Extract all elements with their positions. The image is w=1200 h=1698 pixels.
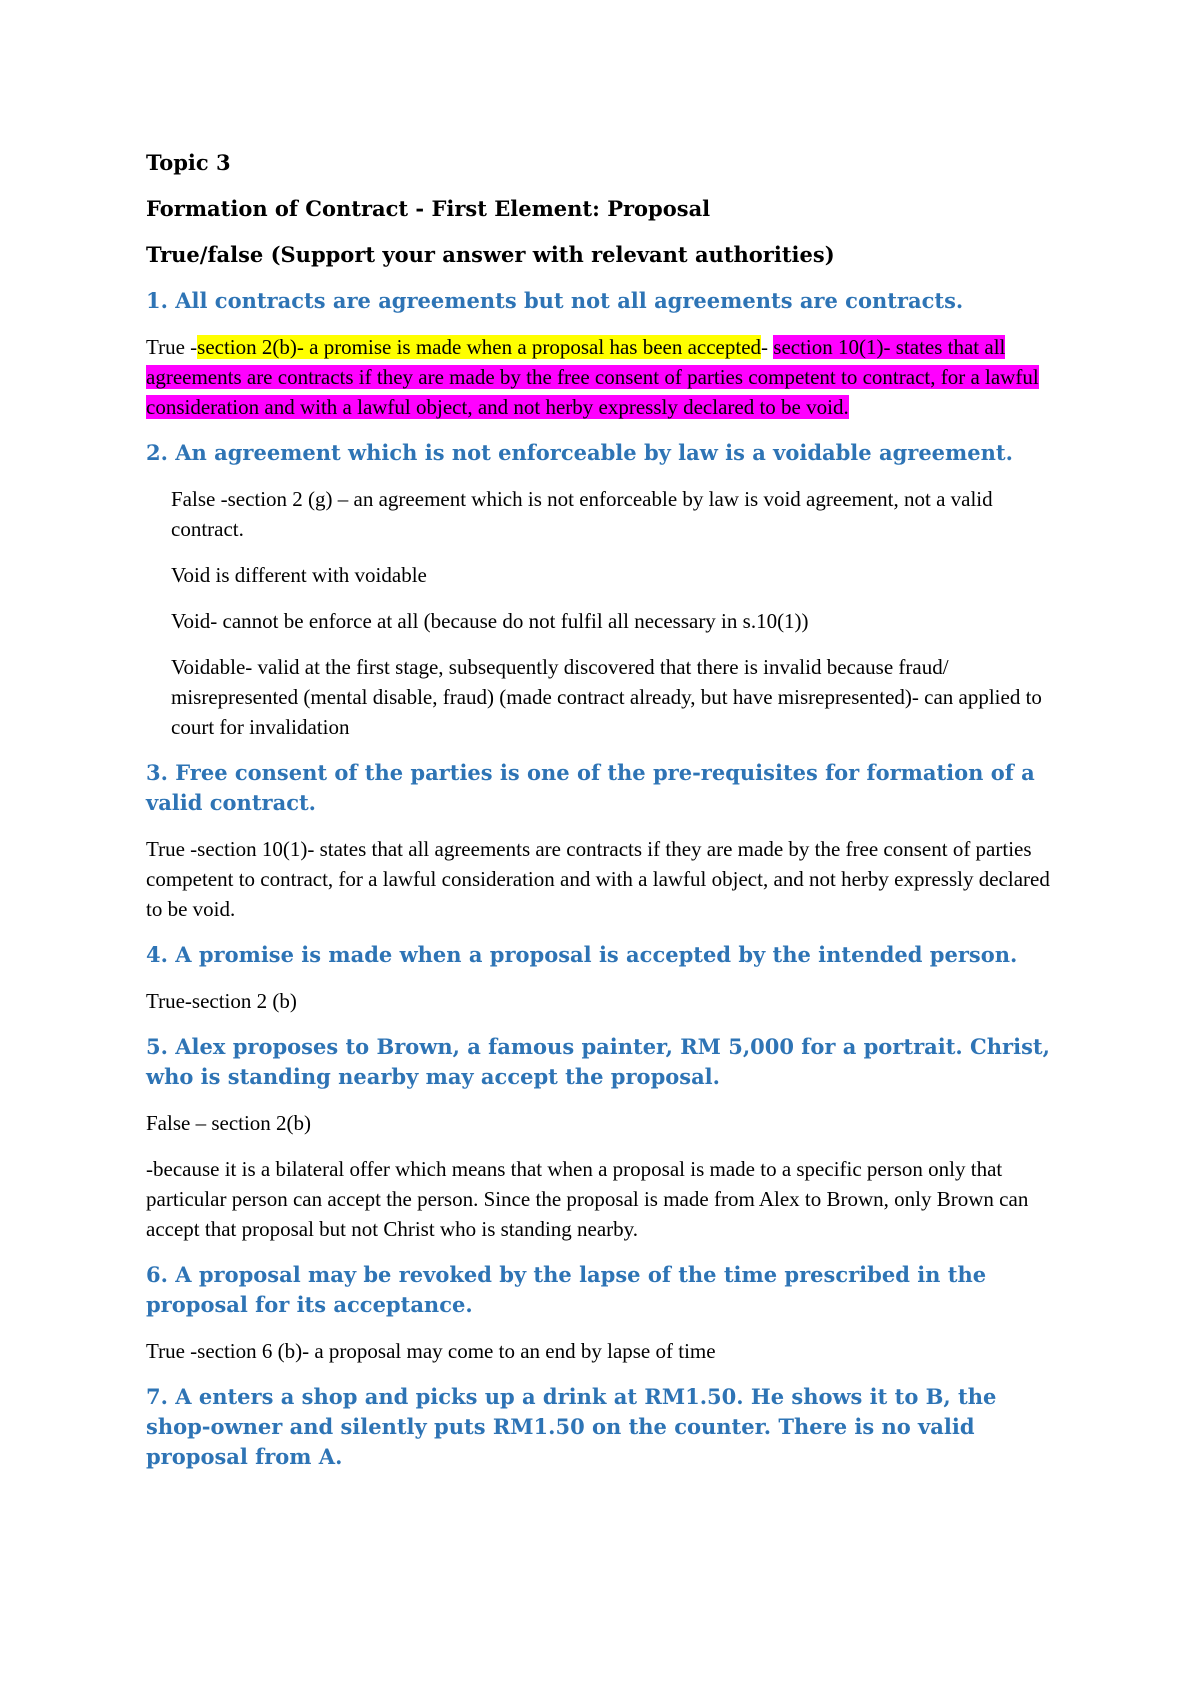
document-page bbox=[146, 148, 1066, 1488]
answer-5-line-1: False – section 2(b) bbox=[146, 1111, 312, 1135]
answer-2-line-4: Voidable- valid at the first stage, subsequently discovered that there is invalid because fraud/ misrepresented (mental disable, fraud) (made contract already, but have misrepresented)- can applied to court for invalidation bbox=[171, 655, 1042, 739]
answer-4: True-section 2 (b) bbox=[146, 989, 297, 1013]
answer-5-line-2: -because it is a bilateral offer which means that when a proposal is made to a specific person only that particular person can accept the person. Since the proposal is made from Alex to Brown, only Brown can accept that proposal but not Christ who is standing nearby. bbox=[146, 1157, 1029, 1241]
answer-2-line-3: Void- cannot be enforce at all (because do not fulfil all necessary in s.10(1)) bbox=[171, 609, 809, 633]
question-5: 5. Alex proposes to Brown, a famous painter, RM 5,000 for a portrait. Christ, who is standing nearby may accept the proposal. bbox=[146, 1034, 1050, 1089]
question-2: 2. An agreement which is not enforceable by law is a voidable agreement. bbox=[146, 440, 1013, 465]
question-6: 6. A proposal may be revoked by the lapse of the time prescribed in the proposal for its acceptance. bbox=[146, 1262, 987, 1317]
question-1: 1. All contracts are agreements but not all agreements are contracts. bbox=[146, 288, 964, 313]
answer-1-highlight-pink: section 10(1)- states that all agreements are contracts if they are made by the free consent of parties competent to contract, for a lawful consideration and with a lawful object, and not herby expressly declared to be void. bbox=[146, 335, 1039, 419]
answer-1 bbox=[146, 332, 1066, 422]
answer-1-highlight-yellow: section 2(b)- a promise is made when a proposal has been accepted bbox=[197, 335, 762, 359]
answer-1-mid: - bbox=[761, 335, 774, 359]
topic-heading: Topic 3 bbox=[146, 150, 231, 175]
instruction-line: True/false (Support your answer with relevant authorities) bbox=[146, 242, 835, 267]
answer-2-line-2: Void is different with voidable bbox=[171, 563, 427, 587]
document-title: Formation of Contract - First Element: Proposal bbox=[146, 196, 711, 221]
answer-3: True -section 10(1)- states that all agreements are contracts if they are made by the free consent of parties competent to contract, for a lawful consideration and with a lawful object, and not herby expressly declared to be void. bbox=[146, 837, 1050, 921]
answer-6: True -section 6 (b)- a proposal may come to an end by lapse of time bbox=[146, 1339, 716, 1363]
answer-2-line-1: False -section 2 (g) – an agreement which is not enforceable by law is void agreement, not a valid contract. bbox=[171, 487, 993, 541]
answer-1-prefix: True - bbox=[146, 335, 198, 359]
question-7: 7. A enters a shop and picks up a drink at RM1.50. He shows it to B, the shop-owner and silently puts RM1.50 on the counter. There is no valid proposal from A. bbox=[146, 1384, 997, 1469]
question-4: 4. A promise is made when a proposal is accepted by the intended person. bbox=[146, 942, 1018, 967]
question-3: 3. Free consent of the parties is one of the pre-requisites for formation of a valid contract. bbox=[146, 760, 1035, 815]
